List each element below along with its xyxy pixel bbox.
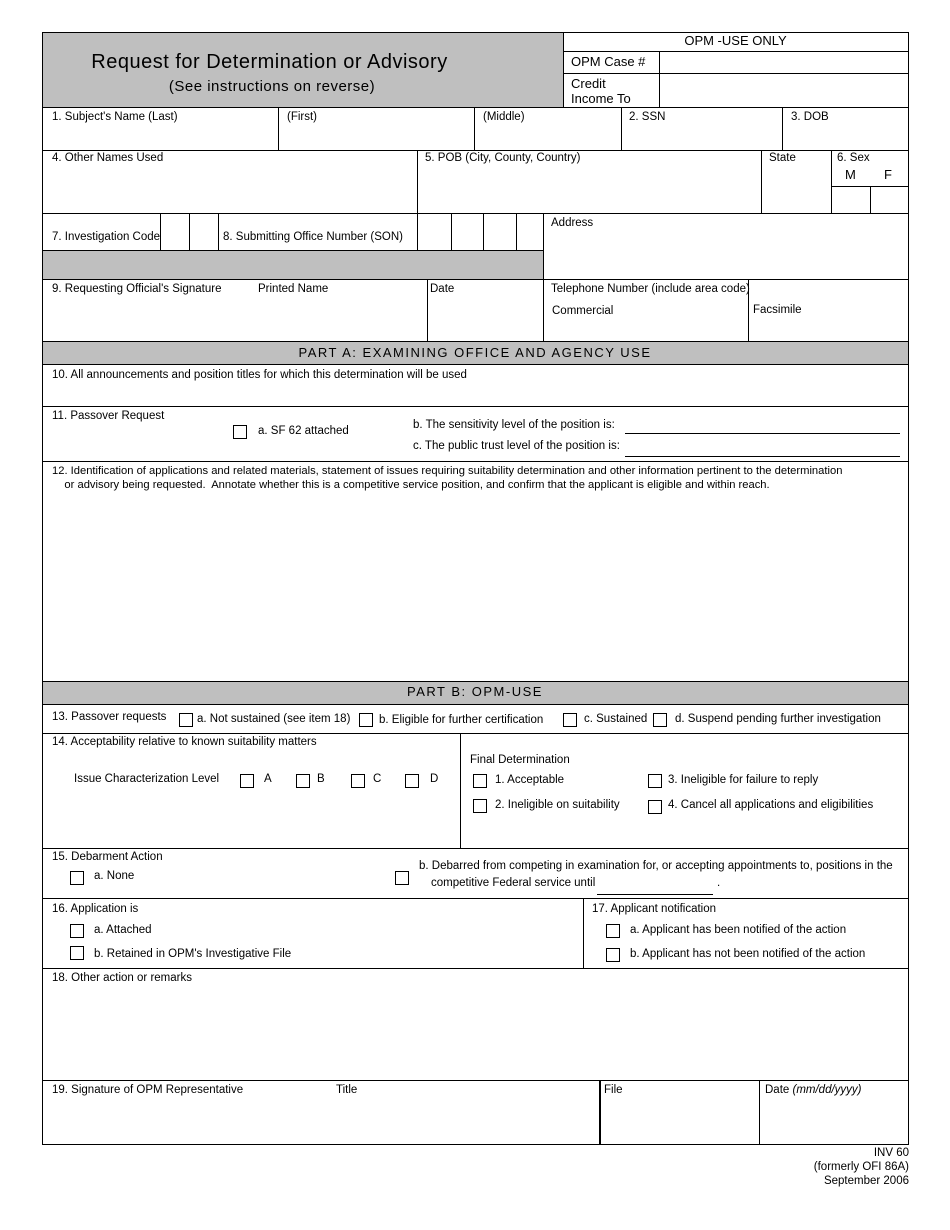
sex-m-field[interactable] (833, 188, 869, 211)
level-d-label: D (430, 773, 439, 785)
item12-field[interactable] (44, 496, 906, 679)
debarred-label-line1: b. Debarred from competing in examination for, or accepting appointments to, positions in the (419, 860, 893, 872)
commercial-phone-field[interactable] (545, 319, 746, 339)
eligible-further-cert-label: b. Eligible for further certification (379, 714, 544, 726)
dob-label: 3. DOB (791, 111, 829, 123)
sensitivity-level-label: b. The sensitivity level of the position is: (413, 419, 615, 431)
date-label: Date (430, 283, 455, 295)
item16-label: 16. Application is (52, 903, 139, 915)
sex-m-label: M (845, 167, 856, 182)
credit-income-field[interactable] (661, 75, 907, 106)
ineligible-failure-reply-checkbox[interactable] (648, 774, 662, 788)
application-attached-checkbox[interactable] (70, 924, 84, 938)
form-title: Request for Determination or Advisory (91, 51, 448, 73)
opm-case-field[interactable] (661, 53, 907, 72)
investigation-code-box-1[interactable] (162, 215, 188, 249)
sex-f-label: F (884, 167, 892, 182)
level-d-checkbox[interactable] (405, 774, 419, 788)
cancel-applications-checkbox[interactable] (648, 800, 662, 814)
subject-middle-name-label: (Middle) (483, 111, 525, 123)
sustained-label: c. Sustained (584, 713, 648, 725)
not-notified-label: b. Applicant has not been notified of the action (630, 948, 866, 960)
sex-label: 6. Sex (837, 152, 870, 164)
sf62-attached-label: a. SF 62 attached (258, 425, 349, 437)
debarred-period: . (717, 877, 721, 889)
son-box-3[interactable] (485, 215, 515, 249)
facsimile-label: Facsimile (753, 304, 802, 316)
public-trust-level-label: c. The public trust level of the position is: (413, 440, 620, 452)
sustained-checkbox[interactable] (563, 713, 577, 727)
ineligible-failure-reply-label: 3. Ineligible for failure to reply (668, 774, 819, 786)
debarment-none-label: a. None (94, 870, 135, 882)
subject-middle-name-field[interactable] (476, 126, 619, 148)
item14-label: 14. Acceptability relative to known suitability matters (52, 736, 317, 748)
form-edition-date: September 2006 (823, 1175, 909, 1187)
facsimile-field[interactable] (750, 319, 907, 339)
suspend-pending-checkbox[interactable] (653, 713, 667, 727)
state-label: State (769, 152, 796, 164)
not-sustained-label: a. Not sustained (see item 18) (197, 713, 351, 725)
final-determination-label: Final Determination (470, 754, 570, 766)
investigation-code-box-2[interactable] (191, 215, 217, 249)
date-format-hint: (mm/dd/yyyy) (792, 1084, 862, 1096)
item10-label: 10. All announcements and position titles for which this determination will be used (52, 369, 467, 381)
debarred-checkbox[interactable] (395, 871, 409, 885)
opm-signature-field[interactable] (44, 1099, 324, 1142)
pob-label: 5. POB (City, County, Country) (425, 152, 581, 164)
part-b-heading: PART B: OPM-USE (407, 684, 543, 699)
eligible-further-cert-checkbox[interactable] (359, 713, 373, 727)
investigation-code-label: 7. Investigation Code (52, 231, 161, 243)
row3-shade (42, 250, 543, 279)
public-trust-level-field[interactable] (625, 456, 900, 457)
item18-label: 18. Other action or remarks (52, 972, 192, 984)
opm-title-label: Title (336, 1084, 358, 1096)
debarred-label-line2: competitive Federal service until (431, 877, 596, 889)
item15-label: 15. Debarment Action (52, 851, 163, 863)
printed-name-field[interactable] (250, 298, 425, 339)
ineligible-suitability-label: 2. Ineligible on suitability (495, 799, 620, 811)
issue-level-label: Issue Characterization Level (74, 773, 220, 785)
state-field[interactable] (763, 167, 829, 211)
request-date-field[interactable] (429, 298, 541, 339)
sensitivity-level-field[interactable] (625, 433, 900, 434)
ssn-label: 2. SSN (629, 111, 666, 123)
item13-label: 13. Passover requests (52, 711, 167, 723)
not-notified-checkbox[interactable] (606, 948, 620, 962)
son-box-4[interactable] (518, 215, 542, 249)
pob-field[interactable] (419, 167, 759, 211)
debarment-none-checkbox[interactable] (70, 871, 84, 885)
notified-label: a. Applicant has been notified of the action (630, 924, 847, 936)
item17-label: 17. Applicant notification (592, 903, 717, 915)
son-label: 8. Submitting Office Number (SON) (223, 231, 404, 243)
acceptable-checkbox[interactable] (473, 774, 487, 788)
opm-use-only-label: OPM -USE ONLY (684, 33, 787, 48)
telephone-label: Telephone Number (include area code) (551, 283, 750, 295)
dob-field[interactable] (784, 126, 906, 148)
subject-first-name-label: (First) (287, 111, 318, 123)
acceptable-label: 1. Acceptable (495, 774, 565, 786)
other-names-field[interactable] (44, 167, 415, 211)
opm-date-field[interactable] (761, 1099, 906, 1142)
sex-f-field[interactable] (872, 188, 907, 211)
printed-name-label: Printed Name (258, 283, 329, 295)
requesting-signature-field[interactable] (44, 298, 244, 339)
address-field[interactable] (545, 232, 907, 278)
cancel-applications-label: 4. Cancel all applications and eligibilities (668, 799, 874, 811)
sf62-attached-checkbox[interactable] (233, 425, 247, 439)
file-label: File (604, 1084, 623, 1096)
form-subtitle: (See instructions on reverse) (168, 78, 376, 95)
form-number: INV 60 (873, 1147, 909, 1159)
formerly-form-number: (formerly OFI 86A) (813, 1161, 909, 1173)
address-label: Address (551, 217, 594, 229)
suspend-pending-label: d. Suspend pending further investigation (675, 713, 881, 725)
item10-field[interactable] (44, 384, 906, 404)
level-a-label: A (264, 773, 272, 785)
credit-income-label: Credit Income To (571, 76, 631, 106)
level-c-label: C (373, 773, 382, 785)
item11-label: 11. Passover Request (52, 410, 165, 422)
son-box-1[interactable] (419, 215, 450, 249)
other-names-label: 4. Other Names Used (52, 152, 164, 164)
opm-title-field[interactable] (330, 1099, 597, 1142)
son-box-2[interactable] (453, 215, 482, 249)
level-a-checkbox[interactable] (240, 774, 254, 788)
requesting-signature-label: 9. Requesting Official's Signature (52, 283, 222, 295)
other-remarks-field[interactable] (44, 987, 906, 1078)
part-a-heading: PART A: EXAMINING OFFICE AND AGENCY USE (298, 345, 652, 360)
application-retained-checkbox[interactable] (70, 946, 84, 960)
opm-case-label: OPM Case # (571, 54, 646, 69)
level-b-checkbox[interactable] (296, 774, 310, 788)
level-b-label: B (317, 773, 325, 785)
ineligible-suitability-checkbox[interactable] (473, 799, 487, 813)
commercial-label: Commercial (552, 305, 614, 317)
subject-first-name-field[interactable] (280, 126, 472, 148)
ssn-field[interactable] (623, 126, 780, 148)
notified-checkbox[interactable] (606, 924, 620, 938)
subject-last-name-label: 1. Subject's Name (Last) (52, 111, 178, 123)
item19-label: 19. Signature of OPM Representative (52, 1084, 244, 1096)
debarred-until-field[interactable] (597, 894, 713, 895)
application-attached-label: a. Attached (94, 924, 152, 936)
item12-label: 12. Identification of applications and related materials, statement of issues requiring suitability determination and other information pertinent to the determination or advisory being requested. Annotate whether this is a competitive service position, and confirm that the applicant is eligible and within reach. (52, 465, 843, 491)
level-c-checkbox[interactable] (351, 774, 365, 788)
file-field[interactable] (602, 1099, 757, 1142)
subject-last-name-field[interactable] (44, 126, 276, 148)
not-sustained-checkbox[interactable] (179, 713, 193, 727)
application-retained-label: b. Retained in OPM's Investigative File (94, 948, 292, 960)
opm-date-label: Date (mm/dd/yyyy) (765, 1084, 862, 1096)
